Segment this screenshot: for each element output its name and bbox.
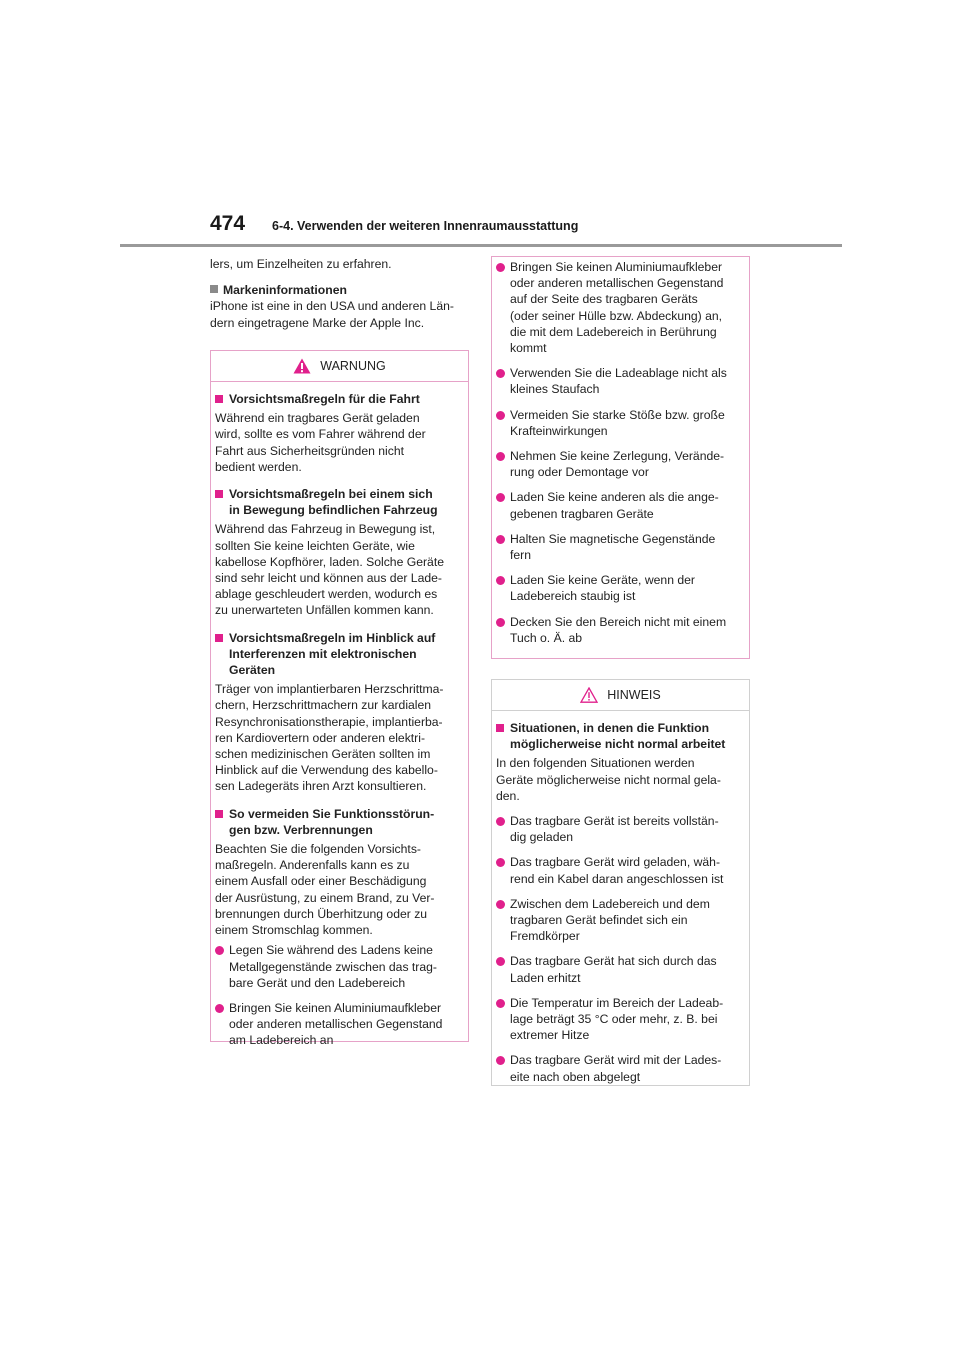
bullet-dot-icon	[496, 957, 505, 966]
list-item: Das tragbare Gerät wird mit der Lades- eite nach oben abgelegt	[496, 1052, 745, 1084]
list-item: Bringen Sie keinen Aluminiumaufkleber oder anderen metallischen Gegenstand auf der Seite des tragbaren Geräts (oder seiner Hülle bzw. Abdeckung) an, die mit dem Ladebereich in Berührung kommt	[496, 259, 745, 356]
list-item: Laden Sie keine anderen als die ange- gebenen tragbaren Geräte	[496, 489, 745, 521]
warning-title: WARNUNG	[320, 359, 386, 373]
continuation-text: lers, um Einzelheiten zu erfahren.	[210, 257, 392, 271]
list-item: Nehmen Sie keine Zerlegung, Verände- rung oder Demontage vor	[496, 448, 745, 480]
notice-header	[492, 680, 749, 711]
bullet-dot-icon	[496, 263, 505, 272]
bullet-dot-icon	[215, 1004, 224, 1013]
list-item: Laden Sie keine Geräte, wenn der Ladebereich staubig ist	[496, 572, 745, 604]
bullet-dot-icon	[496, 817, 505, 826]
list-item: Die Temperatur im Bereich der Ladeab- lage beträgt 35 °C oder mehr, z. B. bei extremer Hitze	[496, 995, 745, 1044]
bullet-dot-icon	[496, 999, 505, 1008]
notice-box	[491, 679, 750, 1086]
warning-header	[211, 351, 468, 382]
square-bullet-icon	[210, 285, 218, 293]
warning-body	[211, 391, 468, 1049]
warning-box	[210, 350, 469, 1048]
list-item: Vermeiden Sie starke Stöße bzw. große Krafteinwirkungen	[496, 407, 745, 439]
bullet-dot-icon	[496, 411, 505, 420]
bullet-dot-icon	[496, 900, 505, 909]
warning-box-continued	[491, 256, 750, 659]
section-title: Vorsichtsmaßregeln im Hinblick auf Interferenzen mit elektronischen Geräten	[215, 630, 464, 679]
square-bullet-icon	[215, 490, 223, 498]
list-item: Zwischen dem Ladebereich und dem tragbaren Gerät befindet sich ein Fremdkörper	[496, 896, 745, 945]
list-item: Das tragbare Gerät wird geladen, wäh- rend ein Kabel daran angeschlossen ist	[496, 854, 745, 886]
bullet-dot-icon	[496, 369, 505, 378]
bullet-dot-icon	[496, 858, 505, 867]
list-item: Das tragbare Gerät ist bereits vollstän- dig geladen	[496, 813, 745, 845]
bullet-dot-icon	[496, 576, 505, 585]
trademark-text: iPhone ist eine in den USA und anderen Län- dern eingetragene Marke der Apple Inc.	[210, 299, 454, 330]
bullet-dot-icon	[215, 946, 224, 955]
notice-body	[492, 720, 749, 1085]
list-item: Legen Sie während des Ladens keine Metallgegenstände zwischen das trag- bare Gerät und den Ladebereich	[215, 942, 464, 991]
page-number: 474	[210, 212, 246, 235]
square-bullet-icon	[215, 810, 223, 818]
list-item: Bringen Sie keinen Aluminiumaufkleber oder anderen metallischen Gegenstand am Ladebereich an	[215, 1000, 464, 1049]
square-bullet-icon	[496, 724, 504, 732]
section-title: Situationen, in denen die Funktion möglicherweise nicht normal arbeitet	[496, 720, 745, 752]
bullet-dot-icon	[496, 493, 505, 502]
list-item: Verwenden Sie die Ladeablage nicht als kleines Staufach	[496, 365, 745, 397]
list-item: Decken Sie den Bereich nicht mit einem Tuch o. Ä. ab	[496, 614, 745, 646]
section-text: Während das Fahrzeug in Bewegung ist, sollten Sie keine leichten Geräte, wie kabellose Kopfhörer, laden. Solche Geräte sind sehr leicht und können aus der Lade- ablage geschleudert werden, wodurch es zu unerwarteten Unfällen kommen kann.	[215, 522, 445, 618]
caution-triangle-icon	[580, 687, 598, 703]
section-text: Beachten Sie die folgenden Vorsichts- maßregeln. Anderenfalls kann es zu einem Ausfall oder einer Beschädigung der Ausrüstung, zu einem Brand, zu Ver- brennungen durch Überhitzung oder zu einem Stromschlag kommen.	[215, 842, 435, 938]
section-title: Vorsichtsmaßregeln bei einem sich in Bewegung befindlichen Fahrzeug	[215, 486, 464, 518]
running-title: 6-4. Verwenden der weiteren Innenraumausstattung	[272, 219, 579, 233]
header-rule	[120, 244, 842, 247]
list-item: Das tragbare Gerät hat sich durch das Laden erhitzt	[496, 953, 745, 985]
bullet-dot-icon	[496, 452, 505, 461]
section-text: Während ein tragbares Gerät geladen wird, sollte es vom Fahrer während der Fahrt aus Sicherheitsgründen nicht bedient werden.	[215, 411, 426, 474]
section-text: Träger von implantierbaren Herzschrittma- chern, Herzschrittmachern zur kardialen Resynchronisationstherapie, implantierba- ren Kardiovertern oder anderen elektri- schen medizinischen Geräten sollten im Hinblick auf die Verwendung des kabello- sen Ladegeräts ihren Arzt konsultieren.	[215, 682, 444, 794]
section-title: So vermeiden Sie Funktionsstörun- gen bzw. Verbrennungen	[215, 806, 464, 838]
square-bullet-icon	[215, 395, 223, 403]
square-bullet-icon	[215, 634, 223, 642]
warning-triangle-icon	[293, 358, 311, 374]
list-item: Halten Sie magnetische Gegenstände fern	[496, 531, 745, 563]
intro-text	[210, 256, 472, 331]
subheading-markeninformationen: Markeninformationen	[210, 282, 472, 299]
notice-title: HINWEIS	[607, 688, 661, 702]
bullet-dot-icon	[496, 535, 505, 544]
warning-continued-body	[492, 257, 749, 646]
bullet-dot-icon	[496, 1056, 505, 1065]
bullet-dot-icon	[496, 618, 505, 627]
section-text: In den folgenden Situationen werden Geräte möglicherweise nicht normal gela- den.	[496, 756, 721, 803]
section-title: Vorsichtsmaßregeln für die Fahrt	[215, 391, 464, 407]
